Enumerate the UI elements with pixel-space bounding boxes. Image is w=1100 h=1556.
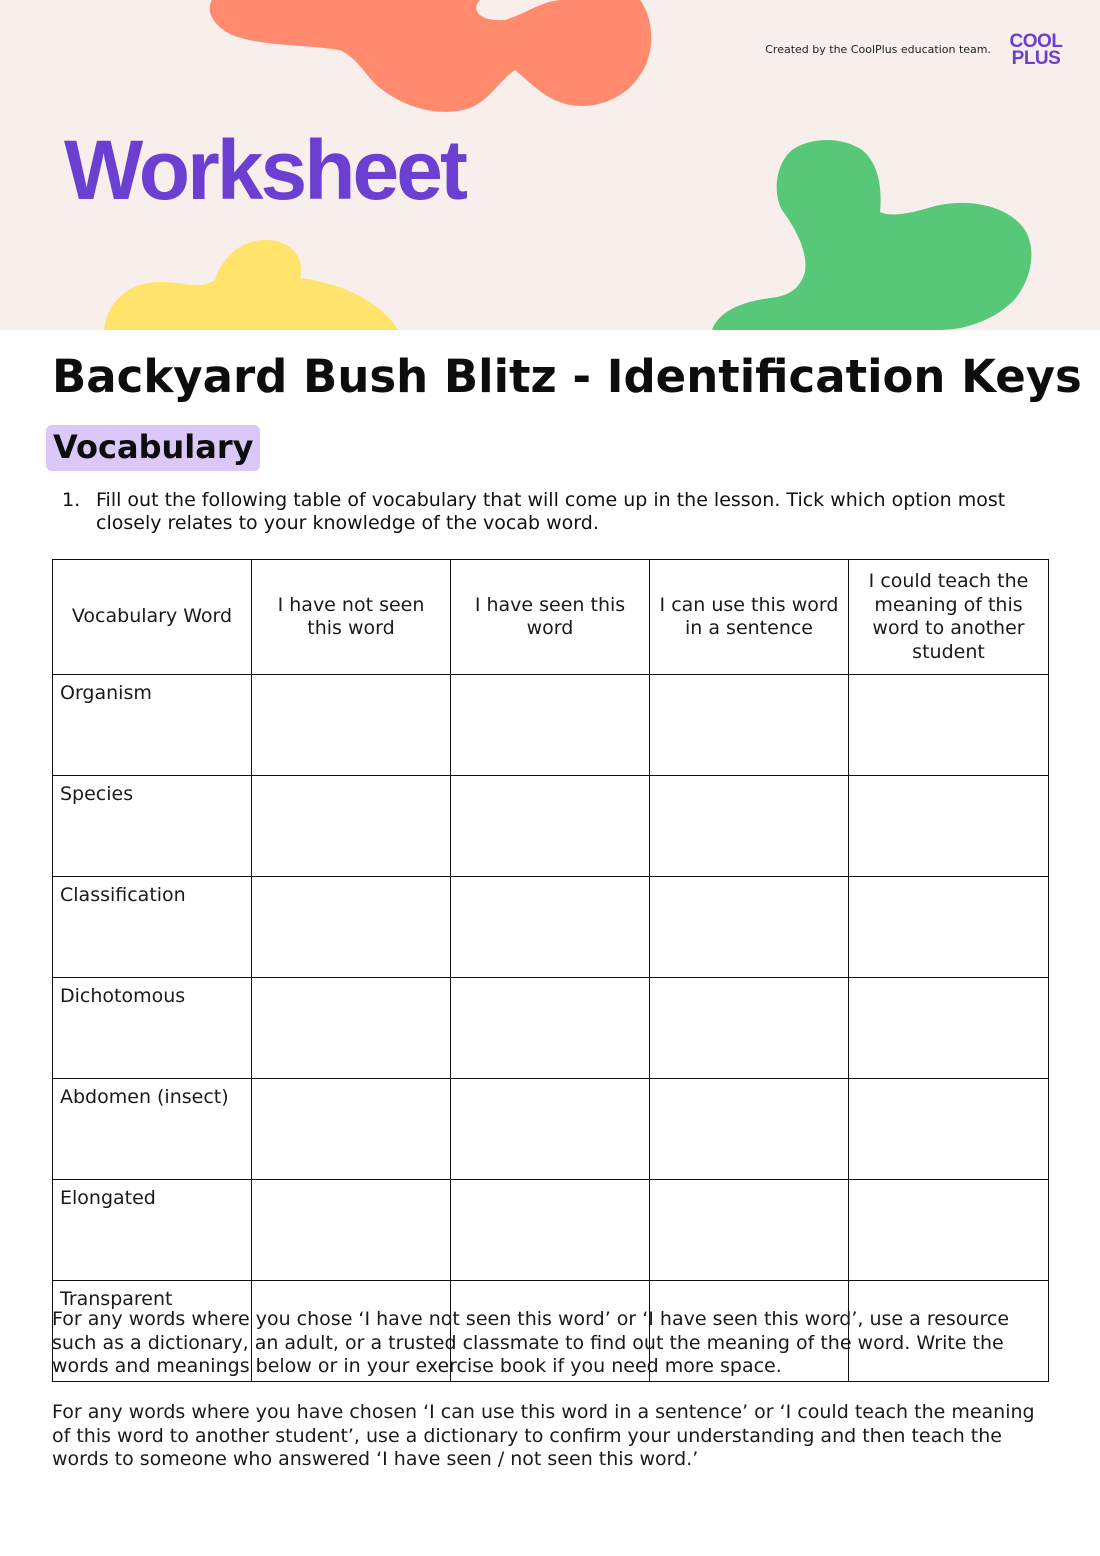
vocab-word-cell: Transparent	[53, 1281, 252, 1382]
follow-up-paragraph-2: For any words where you have chosen ‘I can use this word in a sentence’ or ‘I could teach the meaning of this word to another student’, use a dictionary to confirm your understanding and then teach the words to someone who answered ‘I have seen / not seen this word.’	[52, 1401, 1035, 1470]
tick-cell-not-seen[interactable]	[252, 1079, 451, 1180]
tick-cell-could-teach[interactable]	[849, 675, 1049, 776]
instruction-number: 1.	[62, 489, 81, 511]
table-row	[53, 978, 1049, 1079]
tick-cell-have-seen[interactable]	[451, 877, 650, 978]
coral-blob-decoration	[210, 0, 652, 112]
green-blob-decoration	[712, 140, 1031, 330]
header-not-seen: I have not seen this word	[252, 560, 451, 675]
vocab-word-cell: Abdomen (insect)	[53, 1079, 252, 1180]
logo-line-cool: COOL	[1009, 31, 1063, 52]
table-row	[53, 776, 1049, 877]
tick-cell-have-seen[interactable]	[451, 1180, 650, 1281]
tick-cell-can-use[interactable]	[650, 776, 849, 877]
vocab-word-cell: Elongated	[53, 1180, 252, 1281]
yellow-blob-decoration	[104, 240, 398, 330]
header-have-seen: I have seen this word	[451, 560, 650, 675]
tick-cell-could-teach[interactable]	[849, 978, 1049, 1079]
tick-cell-can-use[interactable]	[650, 877, 849, 978]
instruction-item	[62, 489, 1022, 535]
tick-cell-not-seen[interactable]	[252, 877, 451, 978]
tick-cell-have-seen[interactable]	[451, 675, 650, 776]
header-could-teach: I could teach the meaning of this word to another student	[849, 560, 1049, 675]
follow-up-paragraph-1: For any words where you chose ‘I have not seen this word’ or ‘I have seen this word’, use a resource such as a dictionary, an adult, or a trusted classmate to find out the meaning of the word. Write the words and meanings below or in your exercise book if you need more space.	[52, 1308, 1010, 1377]
credit-text: Created by the CoolPlus education team.	[765, 43, 991, 56]
vocab-word-cell: Dichotomous	[53, 978, 252, 1079]
tick-cell-not-seen[interactable]	[252, 1180, 451, 1281]
tick-cell-have-seen[interactable]	[451, 1079, 650, 1180]
tick-cell-could-teach[interactable]	[849, 1180, 1049, 1281]
section-label-vocabulary: Vocabulary	[46, 425, 260, 471]
tick-cell-could-teach[interactable]	[849, 776, 1049, 877]
page-title: Backyard Bush Blitz - Identification Keys	[52, 350, 1082, 403]
table-header-row	[53, 560, 1049, 675]
tick-cell-can-use[interactable]	[650, 675, 849, 776]
header-can-use: I can use this word in a sentence	[650, 560, 849, 675]
tick-cell-not-seen[interactable]	[252, 978, 451, 1079]
tick-cell-can-use[interactable]	[650, 1180, 849, 1281]
tick-cell-could-teach[interactable]	[849, 877, 1049, 978]
vocabulary-table	[52, 559, 1049, 1382]
tick-cell-not-seen[interactable]	[252, 675, 451, 776]
table-row	[53, 675, 1049, 776]
worksheet-title: Worksheet	[64, 123, 465, 217]
tick-cell-can-use[interactable]	[650, 1079, 849, 1180]
header-band	[0, 0, 1100, 330]
tick-cell-not-seen[interactable]	[252, 776, 451, 877]
vocab-word-cell: Species	[53, 776, 252, 877]
instruction-text: Fill out the following table of vocabulary that will come up in the lesson. Tick which option most closely relates to your knowledge of the vocab word.	[96, 489, 1006, 534]
tick-cell-have-seen[interactable]	[451, 776, 650, 877]
tick-cell-can-use[interactable]	[650, 978, 849, 1079]
table-row	[53, 877, 1049, 978]
vocab-word-cell: Classification	[53, 877, 252, 978]
table-row	[53, 1180, 1049, 1281]
tick-cell-could-teach[interactable]	[849, 1079, 1049, 1180]
tick-cell-have-seen[interactable]	[451, 978, 650, 1079]
table-row	[53, 1079, 1049, 1180]
header-vocabulary-word: Vocabulary Word	[53, 560, 252, 675]
logo-line-plus: PLUS	[1011, 48, 1061, 69]
vocab-word-cell: Organism	[53, 675, 252, 776]
coolplus-logo	[1003, 33, 1069, 67]
